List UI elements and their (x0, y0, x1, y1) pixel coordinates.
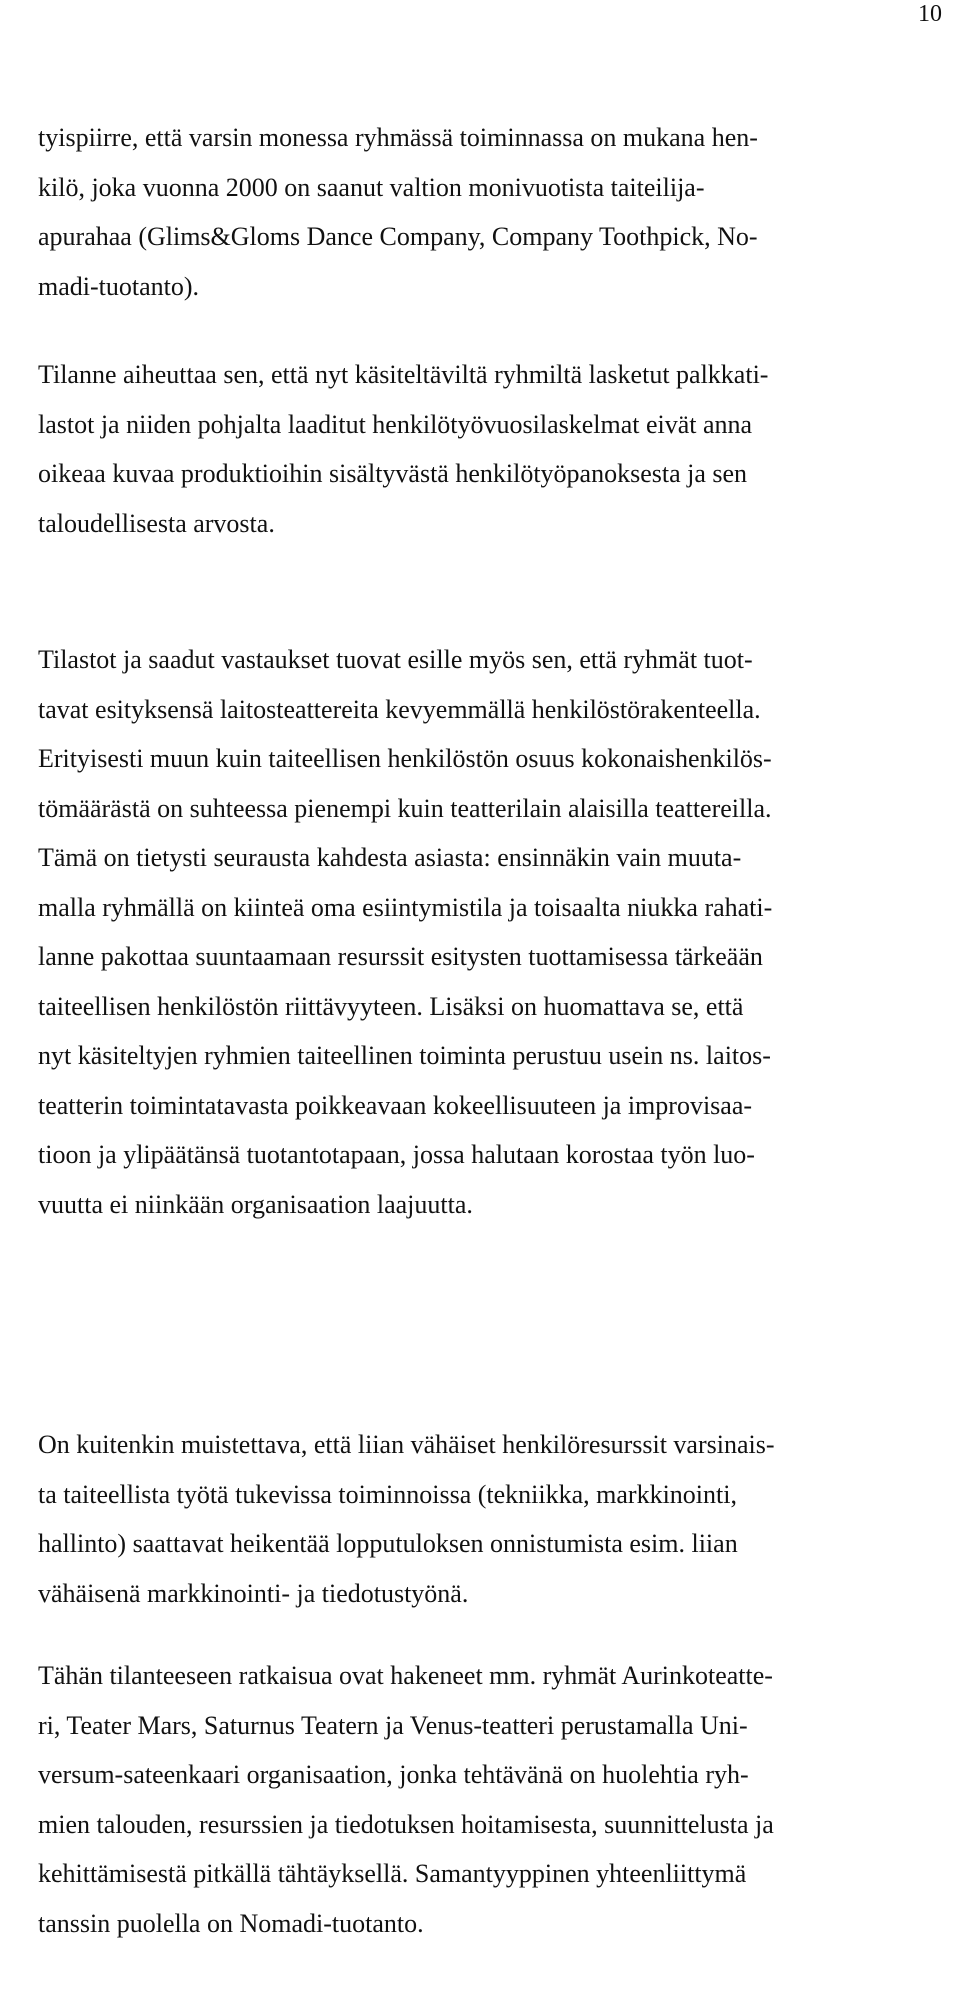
text-line: apurahaa (Glims&Gloms Dance Company, Company Toothpick, No- (38, 222, 758, 251)
text-line: versum-sateenkaari organisaation, jonka tehtävänä on huolehtia ryh- (38, 1760, 749, 1789)
text-line: oikeaa kuvaa produktioihin sisältyvästä henkilötyöpanoksesta ja sen (38, 459, 748, 488)
text-line: Tilanne aiheuttaa sen, että nyt käsiteltäviltä ryhmiltä lasketut palkkati- (38, 360, 769, 389)
paragraph-3 (38, 635, 950, 1229)
text-line: teatterin toimintatavasta poikkeavaan kokeellisuuteen ja improvisaa- (38, 1090, 753, 1120)
text-line: tavat esityksensä laitosteattereita kevyemmällä henkilöstörakenteella. (38, 694, 761, 724)
text-line: hallinto) saattavat heikentää lopputuloksen onnistumista esim. liian (38, 1529, 738, 1558)
text-line: madi-tuotanto). (38, 271, 200, 301)
text-line: kehittämisestä pitkällä tähtäyksellä. Samantyyppinen yhteenliittymä (38, 1859, 747, 1888)
text-line: Tilastot ja saadut vastaukset tuovat esille myös sen, että ryhmät tuot- (38, 645, 753, 674)
text-line: mien talouden, resurssien ja tiedotuksen hoitamisesta, suunnittelusta ja (38, 1809, 774, 1839)
text-line: Tämä on tietysti seurausta kahdesta asiasta: ensinnäkin vain muuta- (38, 843, 742, 872)
text-line: ri, Teater Mars, Saturnus Teatern ja Venus-teatteri perustamalla Uni- (38, 1710, 748, 1740)
text-line: lanne pakottaa suuntaamaan resurssit esitysten tuottamisessa tärkeään (38, 942, 763, 971)
text-line: vuutta ei niinkään organisaation laajuutta. (38, 1189, 473, 1219)
text-line: tioon ja ylipäätänsä tuotantotapaan, jossa halutaan korostaa työn luo- (38, 1140, 755, 1169)
paragraph-4 (38, 1420, 950, 1618)
text-line: malla ryhmällä on kiinteä oma esiintymistila ja toisaalta niukka rahati- (38, 892, 773, 922)
paragraph-2 (38, 350, 950, 548)
text-line: Tähän tilanteeseen ratkaisua ovat hakeneet mm. ryhmät Aurinkoteatte- (38, 1661, 773, 1690)
paragraph-5 (38, 1651, 950, 1948)
text-line: taiteellisen henkilöstön riittävyyteen. Lisäksi on huomattava se, että (38, 991, 744, 1021)
text-line: Erityisesti muun kuin taiteellisen henkilöstön osuus kokonaishenkilös- (38, 744, 772, 773)
text-line: lastot ja niiden pohjalta laaditut henkilötyövuosilaskelmat eivät anna (38, 409, 753, 439)
text-line: ta taiteellista työtä tukevissa toiminnoissa (tekniikka, markkinointi, (38, 1479, 737, 1509)
text-line: On kuitenkin muistettava, että liian vähäiset henkilöresurssit varsinais- (38, 1430, 775, 1459)
text-line: vähäisenä markkinointi- ja tiedotustyönä. (38, 1578, 469, 1608)
paragraph-1 (38, 113, 950, 311)
page-number: 10 (918, 1, 942, 27)
text-line: tyispiirre, että varsin monessa ryhmässä toiminnassa on mukana hen- (38, 123, 758, 152)
text-line: kilö, joka vuonna 2000 on saanut valtion monivuotista taiteilija- (38, 172, 705, 202)
text-line: tanssin puolella on Nomadi-tuotanto. (38, 1908, 424, 1938)
text-line: taloudellisesta arvosta. (38, 508, 275, 538)
text-line: tömäärästä on suhteessa pienempi kuin teatterilain alaisilla teattereilla. (38, 793, 772, 823)
text-line: nyt käsiteltyjen ryhmien taiteellinen toiminta perustuu usein ns. laitos- (38, 1041, 771, 1070)
